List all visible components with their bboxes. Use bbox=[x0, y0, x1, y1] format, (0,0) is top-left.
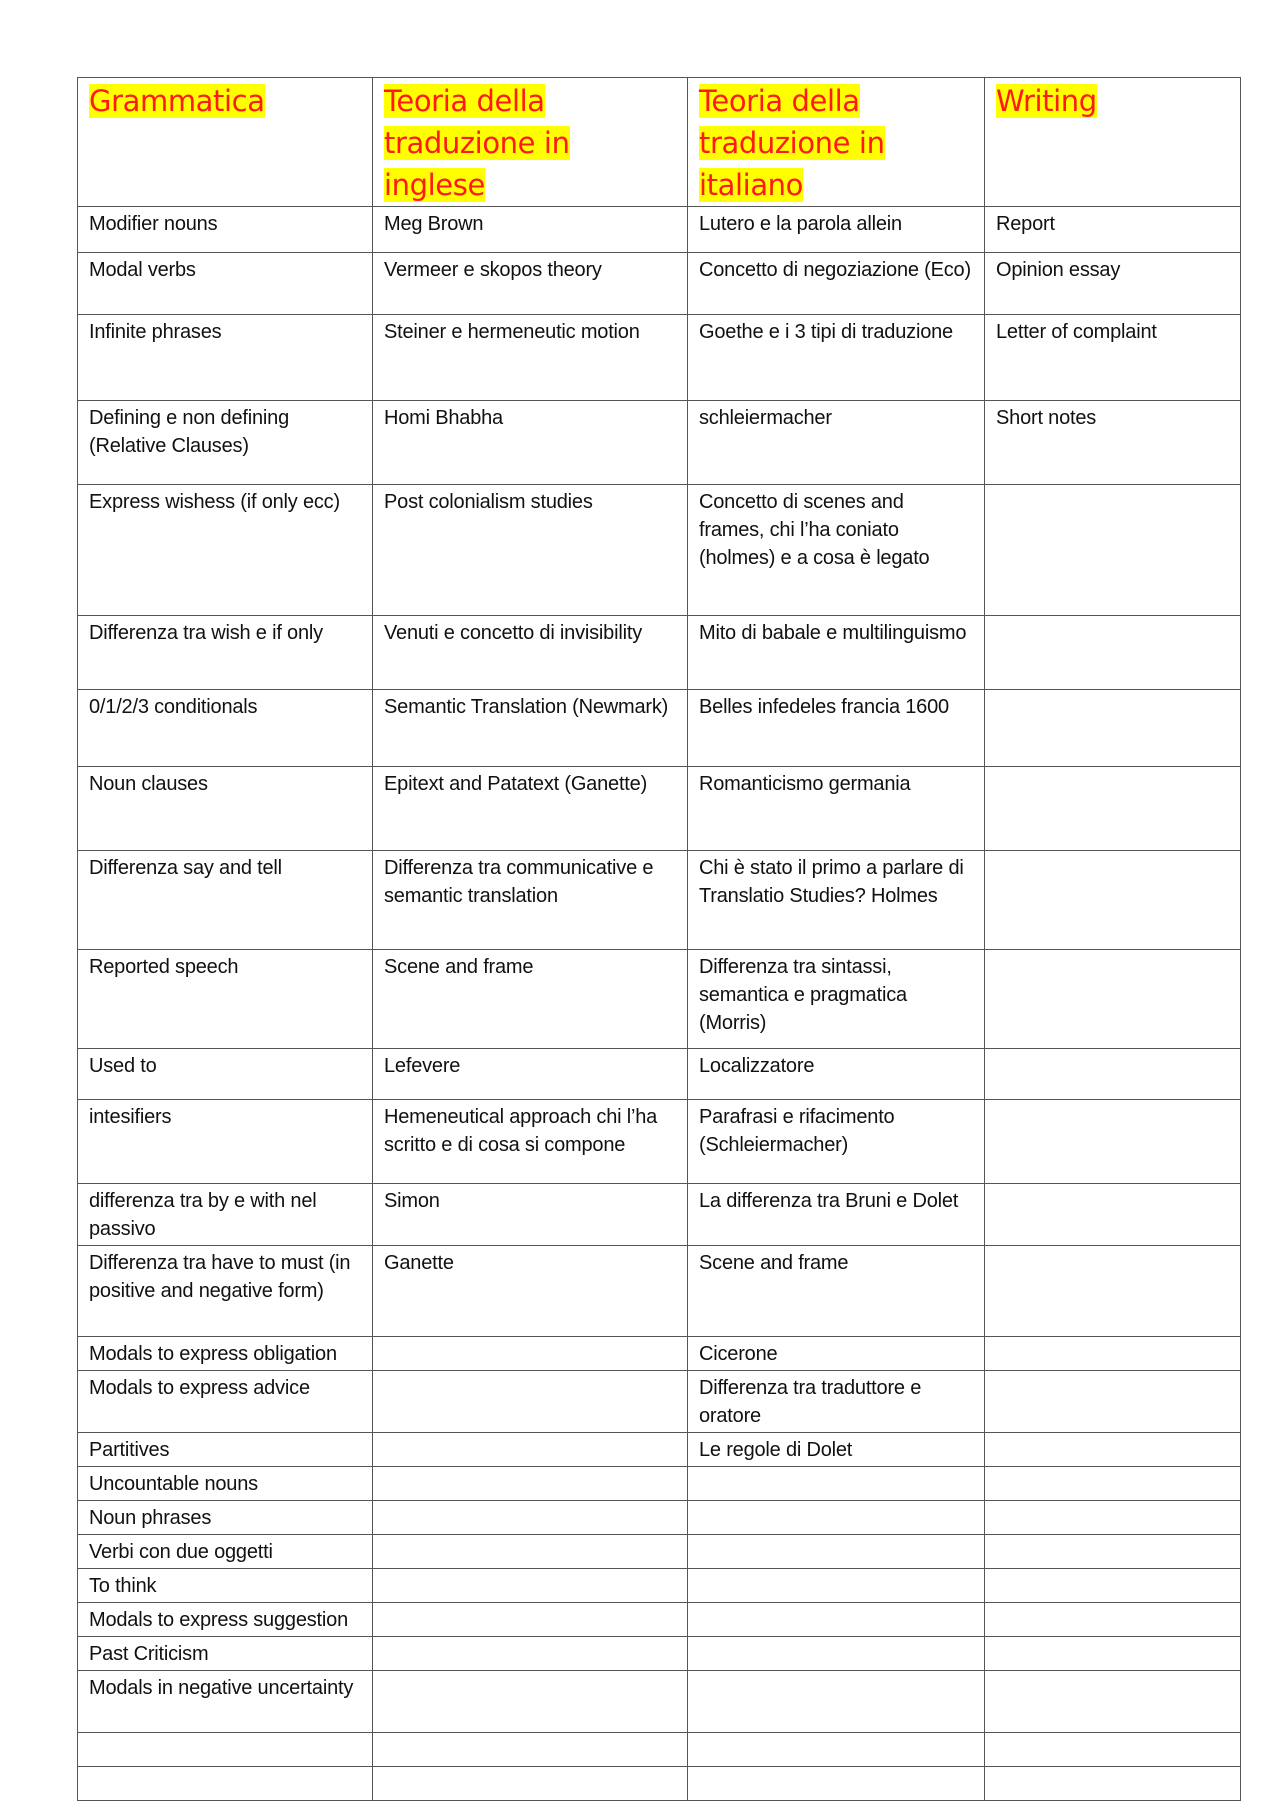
cell-text: Noun clauses bbox=[89, 773, 208, 795]
cell-text: Concetto di negoziazione (Eco) bbox=[699, 259, 971, 281]
table-row bbox=[78, 1637, 1241, 1671]
table-cell-teoria-italiano bbox=[688, 767, 985, 851]
cell-text: La differenza tra Bruni e Dolet bbox=[699, 1190, 959, 1212]
header-label: Teoria della traduzione in inglese bbox=[384, 84, 570, 202]
cell-text: Differenza say and tell bbox=[89, 857, 282, 879]
cell-text: Cicerone bbox=[699, 1343, 778, 1365]
table-cell-teoria-inglese bbox=[373, 1337, 688, 1371]
cell-text: Le regole di Dolet bbox=[699, 1439, 853, 1461]
cell-text: Simon bbox=[384, 1190, 440, 1212]
table-cell-grammatica bbox=[78, 1501, 373, 1535]
table-cell-grammatica bbox=[78, 485, 373, 616]
table-cell-teoria-italiano bbox=[688, 851, 985, 950]
table-cell-writing bbox=[985, 401, 1241, 485]
cell-text: Concetto di scenes and frames, chi l’ha coniato (holmes) e a cosa è legato bbox=[699, 491, 930, 569]
table-cell-grammatica bbox=[78, 1767, 373, 1801]
table-cell-writing bbox=[985, 1671, 1241, 1733]
cell-text: Post colonialism studies bbox=[384, 491, 593, 513]
table-cell-grammatica bbox=[78, 1371, 373, 1433]
cell-text: Differenza tra have to must (in positive and negative form) bbox=[89, 1252, 351, 1302]
table-cell-teoria-italiano bbox=[688, 1100, 985, 1184]
header-cell-teoria-inglese bbox=[373, 78, 688, 207]
table-row bbox=[78, 1246, 1241, 1337]
cell-text: Differenza tra traduttore e oratore bbox=[699, 1377, 922, 1427]
table-cell-grammatica bbox=[78, 1535, 373, 1569]
table-cell-grammatica bbox=[78, 401, 373, 485]
cell-text: Meg Brown bbox=[384, 213, 484, 235]
table-cell-grammatica bbox=[78, 1603, 373, 1637]
table-cell-writing bbox=[985, 253, 1241, 315]
table-row bbox=[78, 253, 1241, 315]
table-cell-teoria-inglese bbox=[373, 1246, 688, 1337]
cell-text: Opinion essay bbox=[996, 259, 1121, 281]
table-row bbox=[78, 616, 1241, 690]
table-row bbox=[78, 1733, 1241, 1767]
cell-text: Lefevere bbox=[384, 1055, 461, 1077]
table-row bbox=[78, 1184, 1241, 1246]
table-cell-grammatica bbox=[78, 1569, 373, 1603]
cell-text: Parafrasi e rifacimento (Schleiermacher) bbox=[699, 1106, 895, 1156]
topics-table bbox=[77, 77, 1241, 1801]
table-cell-teoria-italiano bbox=[688, 401, 985, 485]
table-cell-grammatica bbox=[78, 1733, 373, 1767]
header-label: Teoria della traduzione in italiano bbox=[699, 84, 885, 202]
cell-text: Chi è stato il primo a parlare di Translatio Studies? Holmes bbox=[699, 857, 964, 907]
cell-text: Belles infedeles francia 1600 bbox=[699, 696, 949, 718]
cell-text: intesifiers bbox=[89, 1106, 172, 1128]
cell-text: Past Criticism bbox=[89, 1643, 209, 1665]
table-cell-teoria-italiano bbox=[688, 1733, 985, 1767]
cell-text: Modifier nouns bbox=[89, 213, 218, 235]
cell-text: Semantic Translation (Newmark) bbox=[384, 696, 669, 718]
table-cell-teoria-italiano bbox=[688, 1501, 985, 1535]
cell-text: schleiermacher bbox=[699, 407, 832, 429]
cell-text: Modals in negative uncertainty bbox=[89, 1677, 354, 1699]
cell-text: Defining e non defining (Relative Clauses) bbox=[89, 407, 289, 457]
table-row bbox=[78, 315, 1241, 401]
table-cell-writing bbox=[985, 767, 1241, 851]
table-cell-teoria-italiano bbox=[688, 1184, 985, 1246]
table-cell-teoria-inglese bbox=[373, 1671, 688, 1733]
table-cell-teoria-inglese bbox=[373, 767, 688, 851]
table-cell-writing bbox=[985, 1184, 1241, 1246]
cell-text: Partitives bbox=[89, 1439, 170, 1461]
header-cell-teoria-italiano bbox=[688, 78, 985, 207]
table-cell-writing bbox=[985, 616, 1241, 690]
table-row bbox=[78, 1100, 1241, 1184]
table-cell-teoria-italiano bbox=[688, 485, 985, 616]
cell-text: Lutero e la parola allein bbox=[699, 213, 902, 235]
cell-text: Ganette bbox=[384, 1252, 454, 1274]
cell-text: Uncountable nouns bbox=[89, 1473, 258, 1495]
table-row bbox=[78, 401, 1241, 485]
table-cell-teoria-inglese bbox=[373, 315, 688, 401]
cell-text: Modals to express advice bbox=[89, 1377, 310, 1399]
table-cell-teoria-italiano bbox=[688, 315, 985, 401]
table-cell-writing bbox=[985, 207, 1241, 253]
table-cell-teoria-inglese bbox=[373, 1535, 688, 1569]
table-cell-teoria-italiano bbox=[688, 616, 985, 690]
table-cell-teoria-inglese bbox=[373, 1569, 688, 1603]
table-cell-grammatica bbox=[78, 616, 373, 690]
table-cell-teoria-inglese bbox=[373, 950, 688, 1049]
table-row bbox=[78, 1535, 1241, 1569]
table-cell-teoria-italiano bbox=[688, 207, 985, 253]
table-row bbox=[78, 1467, 1241, 1501]
cell-text: Venuti e concetto di invisibility bbox=[384, 622, 642, 644]
document-page bbox=[77, 77, 1240, 1801]
table-row bbox=[78, 1671, 1241, 1733]
table-cell-teoria-italiano bbox=[688, 1246, 985, 1337]
cell-text: Used to bbox=[89, 1055, 157, 1077]
table-cell-teoria-italiano bbox=[688, 1433, 985, 1467]
table-cell-grammatica bbox=[78, 1637, 373, 1671]
header-cell-writing bbox=[985, 78, 1241, 207]
table-cell-writing bbox=[985, 485, 1241, 616]
table-cell-writing bbox=[985, 1637, 1241, 1671]
header-cell-grammatica bbox=[78, 78, 373, 207]
table-row bbox=[78, 1569, 1241, 1603]
table-header-row bbox=[78, 78, 1241, 207]
table-cell-grammatica bbox=[78, 1433, 373, 1467]
header-label: Grammatica bbox=[89, 84, 265, 118]
table-row bbox=[78, 690, 1241, 767]
table-cell-teoria-italiano bbox=[688, 1467, 985, 1501]
cell-text: Vermeer e skopos theory bbox=[384, 259, 602, 281]
table-cell-teoria-italiano bbox=[688, 950, 985, 1049]
table-cell-grammatica bbox=[78, 950, 373, 1049]
cell-text: Localizzatore bbox=[699, 1055, 815, 1077]
table-row bbox=[78, 1501, 1241, 1535]
table-cell-grammatica bbox=[78, 851, 373, 950]
table-row bbox=[78, 1337, 1241, 1371]
cell-text: Differenza tra sintassi, semantica e pragmatica (Morris) bbox=[699, 956, 907, 1034]
table-cell-teoria-inglese bbox=[373, 1184, 688, 1246]
cell-text: Express wishess (if only ecc) bbox=[89, 491, 340, 513]
table-cell-teoria-italiano bbox=[688, 1767, 985, 1801]
cell-text: Goethe e i 3 tipi di traduzione bbox=[699, 321, 953, 343]
table-cell-teoria-inglese bbox=[373, 1767, 688, 1801]
table-cell-teoria-inglese bbox=[373, 1637, 688, 1671]
table-row bbox=[78, 950, 1241, 1049]
table-cell-teoria-inglese bbox=[373, 851, 688, 950]
cell-text: Steiner e hermeneutic motion bbox=[384, 321, 640, 343]
cell-text: Romanticismo germania bbox=[699, 773, 911, 795]
cell-text: Reported speech bbox=[89, 956, 239, 978]
cell-text: Homi Bhabha bbox=[384, 407, 503, 429]
table-cell-grammatica bbox=[78, 1671, 373, 1733]
table-cell-teoria-inglese bbox=[373, 401, 688, 485]
table-cell-writing bbox=[985, 1501, 1241, 1535]
table-cell-teoria-italiano bbox=[688, 1603, 985, 1637]
table-cell-writing bbox=[985, 315, 1241, 401]
table-cell-grammatica bbox=[78, 767, 373, 851]
table-cell-grammatica bbox=[78, 1184, 373, 1246]
table-cell-teoria-inglese bbox=[373, 1733, 688, 1767]
table-cell-writing bbox=[985, 1603, 1241, 1637]
table-cell-teoria-inglese bbox=[373, 1467, 688, 1501]
table-cell-teoria-inglese bbox=[373, 616, 688, 690]
table-cell-writing bbox=[985, 1049, 1241, 1100]
cell-text: Differenza tra communicative e semantic translation bbox=[384, 857, 654, 907]
cell-text: Report bbox=[996, 213, 1055, 235]
cell-text: Hemeneutical approach chi l’ha scritto e di cosa si compone bbox=[384, 1106, 658, 1156]
cell-text: Letter of complaint bbox=[996, 321, 1157, 343]
table-cell-writing bbox=[985, 1433, 1241, 1467]
table-cell-teoria-inglese bbox=[373, 1371, 688, 1433]
table-row bbox=[78, 1603, 1241, 1637]
table-cell-grammatica bbox=[78, 690, 373, 767]
table-row bbox=[78, 1049, 1241, 1100]
table-cell-writing bbox=[985, 1767, 1241, 1801]
table-cell-teoria-italiano bbox=[688, 1337, 985, 1371]
cell-text: Noun phrases bbox=[89, 1507, 212, 1529]
table-cell-grammatica bbox=[78, 315, 373, 401]
table-row bbox=[78, 207, 1241, 253]
table-cell-grammatica bbox=[78, 1337, 373, 1371]
table-cell-teoria-inglese bbox=[373, 253, 688, 315]
cell-text: Scene and frame bbox=[699, 1252, 849, 1274]
cell-text: Short notes bbox=[996, 407, 1097, 429]
table-cell-writing bbox=[985, 1535, 1241, 1569]
cell-text: Differenza tra wish e if only bbox=[89, 622, 323, 644]
table-cell-grammatica bbox=[78, 207, 373, 253]
table-row bbox=[78, 767, 1241, 851]
table-cell-teoria-inglese bbox=[373, 1100, 688, 1184]
cell-text: Scene and frame bbox=[384, 956, 534, 978]
table-row bbox=[78, 851, 1241, 950]
table-cell-teoria-italiano bbox=[688, 1637, 985, 1671]
table-cell-teoria-italiano bbox=[688, 1569, 985, 1603]
table-cell-teoria-italiano bbox=[688, 1671, 985, 1733]
table-cell-writing bbox=[985, 1100, 1241, 1184]
table-cell-teoria-inglese bbox=[373, 1501, 688, 1535]
cell-text: Infinite phrases bbox=[89, 321, 222, 343]
cell-text: Epitext and Patatext (Ganette) bbox=[384, 773, 648, 795]
table-cell-grammatica bbox=[78, 1246, 373, 1337]
cell-text: To think bbox=[89, 1575, 157, 1597]
table-row bbox=[78, 1371, 1241, 1433]
table-cell-teoria-inglese bbox=[373, 207, 688, 253]
header-label: Writing bbox=[996, 84, 1097, 118]
cell-text: 0/1/2/3 conditionals bbox=[89, 696, 258, 718]
table-cell-writing bbox=[985, 1569, 1241, 1603]
table-cell-grammatica bbox=[78, 1467, 373, 1501]
table-cell-teoria-italiano bbox=[688, 253, 985, 315]
table-cell-teoria-inglese bbox=[373, 1433, 688, 1467]
cell-text: Mito di babale e multilinguismo bbox=[699, 622, 967, 644]
table-cell-writing bbox=[985, 950, 1241, 1049]
table-cell-teoria-inglese bbox=[373, 485, 688, 616]
table-row bbox=[78, 1767, 1241, 1801]
table-cell-writing bbox=[985, 1337, 1241, 1371]
table-cell-teoria-italiano bbox=[688, 1371, 985, 1433]
table-cell-grammatica bbox=[78, 1049, 373, 1100]
table-cell-writing bbox=[985, 1371, 1241, 1433]
cell-text: Modals to express suggestion bbox=[89, 1609, 348, 1631]
table-cell-teoria-inglese bbox=[373, 1049, 688, 1100]
table-row bbox=[78, 1433, 1241, 1467]
table-cell-writing bbox=[985, 690, 1241, 767]
table-cell-writing bbox=[985, 851, 1241, 950]
table-row bbox=[78, 485, 1241, 616]
table-cell-grammatica bbox=[78, 1100, 373, 1184]
table-cell-teoria-italiano bbox=[688, 1535, 985, 1569]
cell-text: Verbi con due oggetti bbox=[89, 1541, 273, 1563]
table-cell-writing bbox=[985, 1733, 1241, 1767]
cell-text: Modals to express obligation bbox=[89, 1343, 337, 1365]
table-cell-teoria-inglese bbox=[373, 1603, 688, 1637]
table-cell-teoria-italiano bbox=[688, 690, 985, 767]
table-cell-teoria-italiano bbox=[688, 1049, 985, 1100]
table-cell-teoria-inglese bbox=[373, 690, 688, 767]
table-cell-writing bbox=[985, 1467, 1241, 1501]
table-cell-grammatica bbox=[78, 253, 373, 315]
cell-text: Modal verbs bbox=[89, 259, 196, 281]
cell-text: differenza tra by e with nel passivo bbox=[89, 1190, 317, 1240]
table-cell-writing bbox=[985, 1246, 1241, 1337]
